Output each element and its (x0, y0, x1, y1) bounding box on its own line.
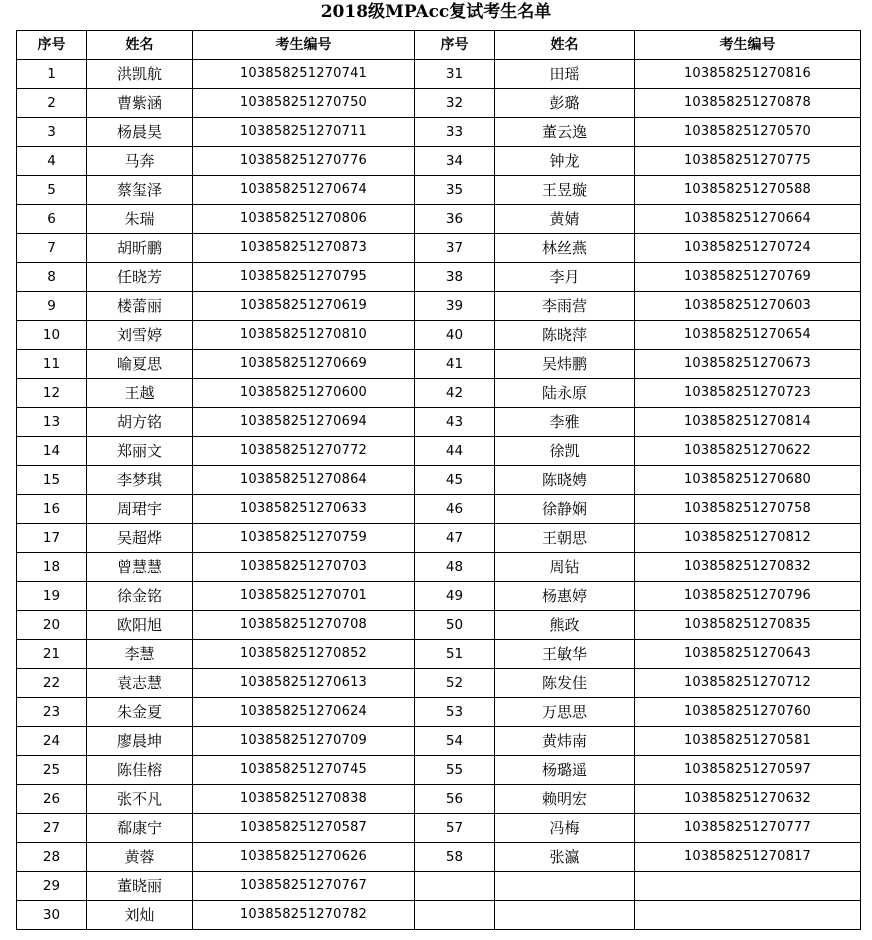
cell-name: 张不凡 (87, 785, 193, 814)
cell-name: 陆永原 (495, 379, 635, 408)
cell-name: 楼蕾丽 (87, 292, 193, 321)
cell-exam-id: 103858251270632 (635, 785, 861, 814)
cell-exam-id: 103858251270597 (635, 756, 861, 785)
cell-name: 任晓芳 (87, 263, 193, 292)
cell-exam-id: 103858251270878 (635, 89, 861, 118)
cell-index: 41 (415, 350, 495, 379)
cell-name: 董晓丽 (87, 872, 193, 901)
table-row (17, 698, 861, 727)
cell-exam-id: 103858251270701 (193, 582, 415, 611)
cell-index: 22 (17, 669, 87, 698)
cell-index: 13 (17, 408, 87, 437)
cell-exam-id: 103858251270643 (635, 640, 861, 669)
cell-index: 44 (415, 437, 495, 466)
cell-index: 36 (415, 205, 495, 234)
cell-exam-id: 103858251270588 (635, 176, 861, 205)
cell-exam-id: 103858251270816 (635, 60, 861, 89)
cell-exam-id: 103858251270759 (193, 524, 415, 553)
cell-name: 熊政 (495, 611, 635, 640)
cell-name: 周钻 (495, 553, 635, 582)
cell-exam-id: 103858251270570 (635, 118, 861, 147)
cell-index: 33 (415, 118, 495, 147)
cell-index: 38 (415, 263, 495, 292)
cell-index: 45 (415, 466, 495, 495)
table-row (17, 582, 861, 611)
cell-name: 吴炜鹏 (495, 350, 635, 379)
cell-name: 杨晨昊 (87, 118, 193, 147)
cell-index: 57 (415, 814, 495, 843)
cell-name: 袁志慧 (87, 669, 193, 698)
cell-name: 李雨营 (495, 292, 635, 321)
cell-exam-id: 103858251270772 (193, 437, 415, 466)
cell-name: 王敏华 (495, 640, 635, 669)
cell-name: 徐静娴 (495, 495, 635, 524)
cell-name: 李月 (495, 263, 635, 292)
cell-index: 51 (415, 640, 495, 669)
cell-empty (635, 901, 861, 930)
cell-empty (495, 872, 635, 901)
cell-index: 25 (17, 756, 87, 785)
cell-exam-id: 103858251270806 (193, 205, 415, 234)
cell-index: 17 (17, 524, 87, 553)
table-row (17, 872, 861, 901)
cell-exam-id: 103858251270703 (193, 553, 415, 582)
cell-exam-id: 103858251270741 (193, 60, 415, 89)
cell-empty (635, 872, 861, 901)
cell-exam-id: 103858251270724 (635, 234, 861, 263)
table-row (17, 495, 861, 524)
cell-index: 5 (17, 176, 87, 205)
cell-index: 11 (17, 350, 87, 379)
cell-index: 55 (415, 756, 495, 785)
cell-exam-id: 103858251270776 (193, 147, 415, 176)
cell-name: 杨惠婷 (495, 582, 635, 611)
table-row (17, 205, 861, 234)
cell-exam-id: 103858251270796 (635, 582, 861, 611)
candidate-table (16, 30, 861, 930)
cell-name: 董云逸 (495, 118, 635, 147)
cell-exam-id: 103858251270814 (635, 408, 861, 437)
cell-index: 18 (17, 553, 87, 582)
cell-index: 50 (415, 611, 495, 640)
cell-exam-id: 103858251270852 (193, 640, 415, 669)
cell-exam-id: 103858251270795 (193, 263, 415, 292)
cell-name: 王朝思 (495, 524, 635, 553)
cell-exam-id: 103858251270832 (635, 553, 861, 582)
cell-exam-id: 103858251270758 (635, 495, 861, 524)
cell-name: 林丝燕 (495, 234, 635, 263)
cell-name: 黄炜南 (495, 727, 635, 756)
cell-name: 吴超烨 (87, 524, 193, 553)
table-row (17, 118, 861, 147)
table-row (17, 843, 861, 872)
cell-exam-id: 103858251270712 (635, 669, 861, 698)
cell-index: 54 (415, 727, 495, 756)
table-row (17, 321, 861, 350)
cell-index: 2 (17, 89, 87, 118)
cell-exam-id: 103858251270775 (635, 147, 861, 176)
cell-exam-id: 103858251270673 (635, 350, 861, 379)
page-title: 2018级MPAcc复试考生名单 (320, 2, 552, 22)
header-index: 序号 (17, 31, 87, 60)
cell-name: 刘雪婷 (87, 321, 193, 350)
cell-name: 陈发佳 (495, 669, 635, 698)
cell-index: 31 (415, 60, 495, 89)
cell-name: 李雅 (495, 408, 635, 437)
cell-name: 李慧 (87, 640, 193, 669)
table-row (17, 408, 861, 437)
cell-exam-id: 103858251270603 (635, 292, 861, 321)
cell-name: 朱金夏 (87, 698, 193, 727)
cell-exam-id: 103858251270694 (193, 408, 415, 437)
cell-exam-id: 103858251270624 (193, 698, 415, 727)
table-row (17, 89, 861, 118)
cell-name: 曹紫涵 (87, 89, 193, 118)
cell-name: 杨璐遥 (495, 756, 635, 785)
cell-index: 19 (17, 582, 87, 611)
cell-exam-id: 103858251270745 (193, 756, 415, 785)
cell-index: 8 (17, 263, 87, 292)
cell-name: 李梦琪 (87, 466, 193, 495)
table-row (17, 669, 861, 698)
cell-exam-id: 103858251270587 (193, 814, 415, 843)
cell-index: 40 (415, 321, 495, 350)
cell-index: 47 (415, 524, 495, 553)
cell-empty (415, 872, 495, 901)
cell-exam-id: 103858251270633 (193, 495, 415, 524)
cell-exam-id: 103858251270600 (193, 379, 415, 408)
table-row (17, 234, 861, 263)
cell-index: 23 (17, 698, 87, 727)
table-row (17, 147, 861, 176)
cell-name: 蔡玺泽 (87, 176, 193, 205)
cell-exam-id: 103858251270750 (193, 89, 415, 118)
cell-exam-id: 103858251270581 (635, 727, 861, 756)
cell-exam-id: 103858251270835 (635, 611, 861, 640)
header-exam-id: 考生编号 (193, 31, 415, 60)
cell-exam-id: 103858251270864 (193, 466, 415, 495)
cell-exam-id: 103858251270674 (193, 176, 415, 205)
cell-index: 29 (17, 872, 87, 901)
cell-index: 6 (17, 205, 87, 234)
cell-index: 9 (17, 292, 87, 321)
cell-index: 53 (415, 698, 495, 727)
cell-name: 周珺宇 (87, 495, 193, 524)
cell-name: 徐金铭 (87, 582, 193, 611)
table-row (17, 640, 861, 669)
cell-name: 刘灿 (87, 901, 193, 930)
cell-index: 28 (17, 843, 87, 872)
cell-index: 34 (415, 147, 495, 176)
header-name: 姓名 (87, 31, 193, 60)
cell-exam-id: 103858251270708 (193, 611, 415, 640)
cell-index: 12 (17, 379, 87, 408)
cell-name: 曾慧慧 (87, 553, 193, 582)
cell-index: 56 (415, 785, 495, 814)
cell-name: 洪凯航 (87, 60, 193, 89)
cell-index: 35 (415, 176, 495, 205)
cell-index: 26 (17, 785, 87, 814)
cell-index: 27 (17, 814, 87, 843)
cell-name: 彭璐 (495, 89, 635, 118)
cell-name: 王昱璇 (495, 176, 635, 205)
cell-exam-id: 103858251270680 (635, 466, 861, 495)
table-row (17, 437, 861, 466)
cell-name: 喻夏思 (87, 350, 193, 379)
table-row (17, 379, 861, 408)
cell-index: 58 (415, 843, 495, 872)
cell-exam-id: 103858251270664 (635, 205, 861, 234)
table-body (17, 60, 861, 930)
table-row (17, 814, 861, 843)
cell-index: 24 (17, 727, 87, 756)
cell-name: 徐凯 (495, 437, 635, 466)
cell-index: 48 (415, 553, 495, 582)
table-row (17, 785, 861, 814)
cell-index: 52 (415, 669, 495, 698)
cell-index: 43 (415, 408, 495, 437)
cell-exam-id: 103858251270709 (193, 727, 415, 756)
cell-index: 30 (17, 901, 87, 930)
cell-index: 37 (415, 234, 495, 263)
cell-exam-id: 103858251270654 (635, 321, 861, 350)
table-row (17, 350, 861, 379)
cell-exam-id: 103858251270769 (635, 263, 861, 292)
cell-exam-id: 103858251270777 (635, 814, 861, 843)
cell-name: 陈晓萍 (495, 321, 635, 350)
table-row (17, 611, 861, 640)
cell-name: 万思思 (495, 698, 635, 727)
cell-exam-id: 103858251270838 (193, 785, 415, 814)
table-row (17, 176, 861, 205)
cell-exam-id: 103858251270810 (193, 321, 415, 350)
cell-index: 7 (17, 234, 87, 263)
cell-exam-id: 103858251270760 (635, 698, 861, 727)
table-row (17, 524, 861, 553)
table-row (17, 263, 861, 292)
cell-empty (415, 901, 495, 930)
cell-index: 4 (17, 147, 87, 176)
cell-index: 39 (415, 292, 495, 321)
table-row (17, 292, 861, 321)
cell-exam-id: 103858251270711 (193, 118, 415, 147)
cell-name: 赖明宏 (495, 785, 635, 814)
table-row (17, 756, 861, 785)
cell-exam-id: 103858251270723 (635, 379, 861, 408)
cell-exam-id: 103858251270669 (193, 350, 415, 379)
cell-exam-id: 103858251270782 (193, 901, 415, 930)
cell-exam-id: 103858251270626 (193, 843, 415, 872)
table-row (17, 60, 861, 89)
cell-name: 郑丽文 (87, 437, 193, 466)
cell-empty (495, 901, 635, 930)
header-exam-id: 考生编号 (635, 31, 861, 60)
cell-index: 42 (415, 379, 495, 408)
cell-name: 黄婧 (495, 205, 635, 234)
cell-index: 3 (17, 118, 87, 147)
cell-name: 陈佳榕 (87, 756, 193, 785)
cell-name: 王越 (87, 379, 193, 408)
cell-exam-id: 103858251270619 (193, 292, 415, 321)
cell-name: 冯梅 (495, 814, 635, 843)
cell-index: 46 (415, 495, 495, 524)
cell-name: 张瀛 (495, 843, 635, 872)
table-header-row (17, 31, 861, 60)
cell-index: 49 (415, 582, 495, 611)
cell-name: 朱瑞 (87, 205, 193, 234)
cell-exam-id: 103858251270873 (193, 234, 415, 263)
cell-name: 钟龙 (495, 147, 635, 176)
cell-exam-id: 103858251270812 (635, 524, 861, 553)
header-name: 姓名 (495, 31, 635, 60)
cell-index: 32 (415, 89, 495, 118)
cell-index: 16 (17, 495, 87, 524)
cell-index: 1 (17, 60, 87, 89)
cell-index: 21 (17, 640, 87, 669)
cell-name: 黄蓉 (87, 843, 193, 872)
cell-name: 欧阳旭 (87, 611, 193, 640)
table-row (17, 727, 861, 756)
cell-index: 20 (17, 611, 87, 640)
cell-name: 胡昕鹏 (87, 234, 193, 263)
cell-name: 廖晨坤 (87, 727, 193, 756)
cell-exam-id: 103858251270622 (635, 437, 861, 466)
cell-index: 10 (17, 321, 87, 350)
cell-name: 陈晓娉 (495, 466, 635, 495)
cell-index: 14 (17, 437, 87, 466)
cell-exam-id: 103858251270767 (193, 872, 415, 901)
cell-exam-id: 103858251270613 (193, 669, 415, 698)
header-index: 序号 (415, 31, 495, 60)
cell-exam-id: 103858251270817 (635, 843, 861, 872)
cell-name: 郗康宁 (87, 814, 193, 843)
cell-index: 15 (17, 466, 87, 495)
cell-name: 胡方铭 (87, 408, 193, 437)
table-row (17, 553, 861, 582)
table-row (17, 901, 861, 930)
table-row (17, 466, 861, 495)
cell-name: 田瑶 (495, 60, 635, 89)
cell-name: 马奔 (87, 147, 193, 176)
